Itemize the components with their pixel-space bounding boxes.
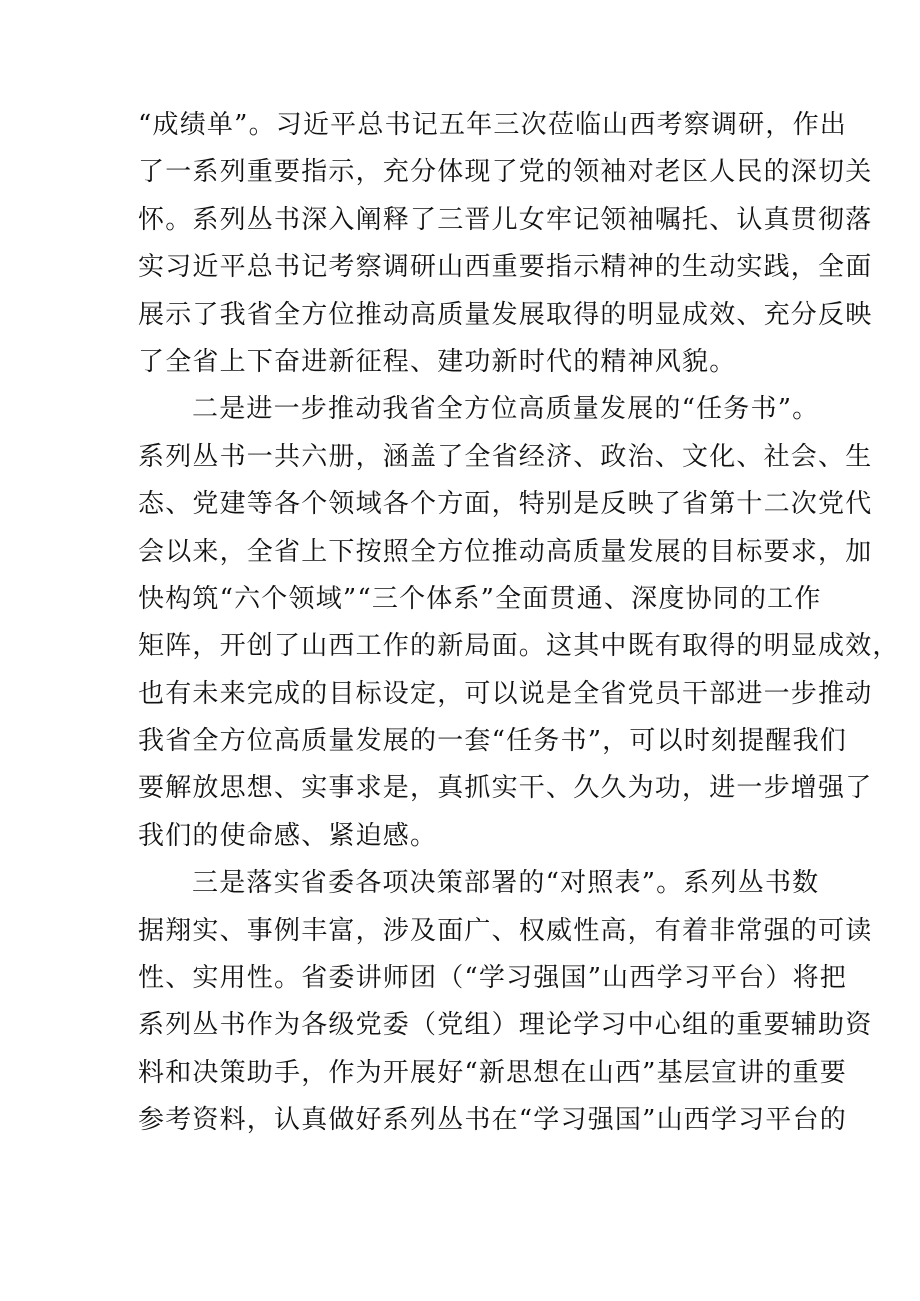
text-line: 系列丛书作为各级党委（党组）理论学习中心组的重要辅助资 — [138, 1010, 873, 1041]
text-line: 我们的使命感、紧迫感。 — [138, 820, 438, 851]
text-line: 二是进一步推动我省全方位高质量发展的“任务书”。 — [192, 394, 820, 425]
text-line: 实习近平总书记考察调研山西重要指示精神的生动实践，全面 — [138, 252, 873, 283]
text-line: 要解放思想、实事求是，真抓实干、久久为功，进一步增强了 — [138, 773, 873, 804]
text-line: 怀。系列丛书深入阐释了三晋儿女牢记领袖嘱托、认真贯彻落 — [138, 204, 873, 235]
text-line: 了全省上下奋进新征程、建功新时代的精神风貌。 — [138, 346, 737, 377]
text-line: 也有未来完成的目标设定，可以说是全省党员干部进一步推动 — [138, 678, 873, 709]
text-line: 三是落实省委各项决策部署的“对照表”。系列丛书数 — [192, 868, 820, 899]
text-line: 性、实用性。省委讲师团（“学习强国”山西学习平台）将把 — [138, 963, 847, 994]
text-line: 矩阵，开创了山西工作的新局面。这其中既有取得的明显成效， — [138, 631, 900, 662]
text-line: 快构筑“六个领域”“三个体系”全面贯通、深度协同的工作 — [138, 583, 822, 614]
text-line: 展示了我省全方位推动高质量发展取得的明显成效、充分反映 — [138, 299, 873, 330]
text-line: 我省全方位高质量发展的一套“任务书”，可以时刻提醒我们 — [138, 726, 847, 757]
text-line: 会以来，全省上下按照全方位推动高质量发展的目标要求，加 — [138, 536, 873, 567]
text-line: “成绩单”。习近平总书记五年三次莅临山西考察调研，作出 — [138, 110, 847, 140]
text-line: 态、党建等各个领域各个方面，特别是反映了省第十二次党代 — [138, 489, 873, 520]
text-line: 参考资料，认真做好系列丛书在“学习强国”山西学习平台的 — [138, 1105, 847, 1136]
text-line: 系列丛书一共六册，涵盖了全省经济、政治、文化、社会、生 — [138, 441, 873, 472]
text-line: 了一系列重要指示，充分体现了党的领袖对老区人民的深切关 — [138, 157, 873, 188]
body-text — [138, 102, 900, 1145]
text-line: 据翔实、事例丰富，涉及面广、权威性高，有着非常强的可读 — [138, 915, 873, 946]
text-line: 料和决策助手，作为开展好“新思想在山西”基层宣讲的重要 — [138, 1057, 847, 1088]
